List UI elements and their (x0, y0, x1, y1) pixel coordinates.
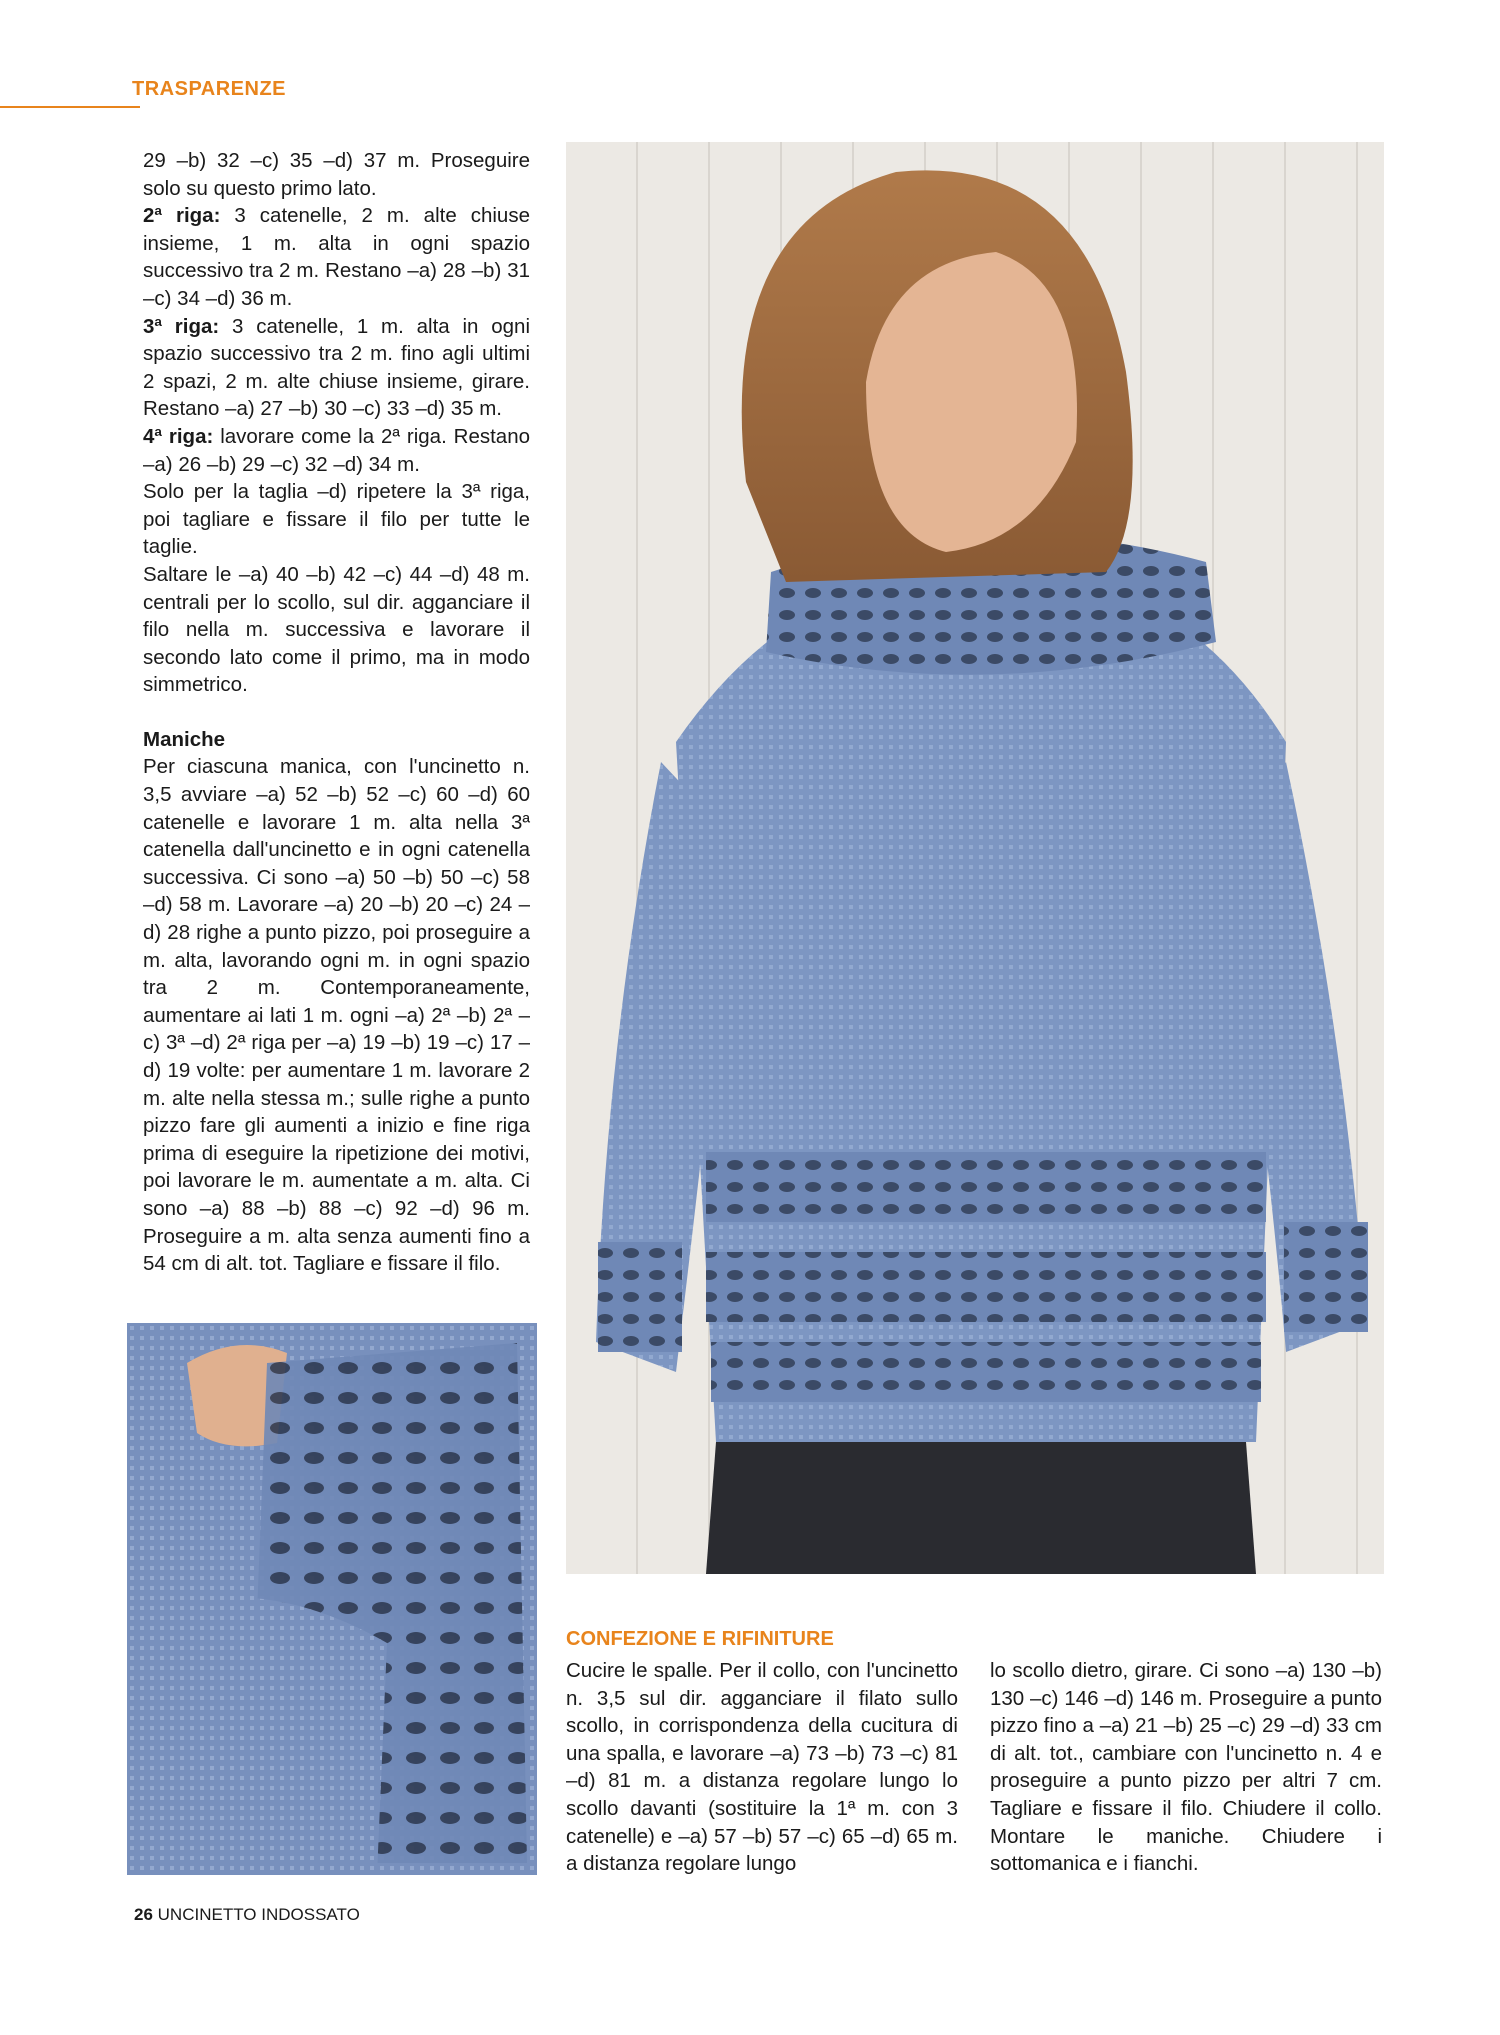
header-rule (0, 106, 140, 108)
sweater-back-photo (566, 142, 1384, 1574)
instructions-column (143, 147, 530, 1278)
row-text: 3 catenelle, 2 m. alte chiuse insieme, 1 m. alta in ogni spazio successivo tra 2 m. Restano –a) 28 –b) 31 –c) 34 –d) 36 m. (143, 204, 530, 310)
instructions-paragraph: Solo per la taglia –d) ripetere la 3ª riga, poi tagliare e fissare il filo per tutte le taglie. (143, 480, 530, 559)
finishing-column-2 (990, 1657, 1382, 1878)
sleeve-detail-photo (127, 1323, 537, 1875)
finishing-text: Cucire le spalle. Per il collo, con l'uncinetto n. 3,5 sul dir. agganciare il filato sullo scollo, in corrispondenza della cucitura di una spalla, e lavorare –a) 73 –b) 73 –c) 81 –d) 81 m. a distanza regolare lungo lo scollo davanti (sostituire la 1ª m. con 3 catenelle) e –a) 57 –b) 57 –c) 65 –d) 65 m. a distanza regolare lungo (566, 1659, 958, 1876)
row-text: lavorare come la 2ª riga. Restano –a) 26 –b) 29 –c) 32 –d) 34 m. (143, 424, 531, 476)
sleeves-heading: Maniche (143, 727, 226, 751)
page-footer (134, 1905, 360, 1925)
row-text: 3 catenelle, 1 m. alta in ogni spazio successivo tra 2 m. fino agli ultimi 2 spazi, 2 m. alte chiuse insieme, girare. Restano –a) 27 –b) 30 –c) 33 –d) 35 m. (143, 314, 531, 421)
sleeves-instructions: Per ciascuna manica, con l'uncinetto n. 3,5 avviare –a) 52 –b) 52 –c) 60 –d) 60 catenelle e lavorare 1 m. alta nella 3ª catenella dall'uncinetto e in ogni catenella successiva. Ci sono –a) 50 –b) 50 –c) 58 –d) 58 m. Lavorare –a) 20 –b) 20 –c) 24 –d) 28 righe a punto pizzo, poi proseguire a m. alta, lavorando ogni m. in ogni spazio tra 2 m. Contemporaneamente, aumentare ai lati 1 m. ogni –a) 2ª –b) 2ª –c) 3ª –d) 2ª riga per –a) 19 –b) 19 –c) 17 –d) 19 volte: per aumentare 1 m. lavorare 2 m. alte nella stessa m.; sulle righe a punto pizzo fare gli aumenti a inizio e fine riga prima di eseguire la ripetizione dei motivi, poi lavorare le m. aumentate a m. alta. Ci sono –a) 88 –b) 88 –c) 92 –d) 96 m. Proseguire a m. alta senza aumenti fino a 54 cm di alt. tot. Tagliare e fissare il filo. (143, 755, 530, 1276)
page-number: 26 (134, 1905, 153, 1924)
row-label: 3ª riga: (143, 314, 220, 338)
instructions-paragraph: 29 –b) 32 –c) 35 –d) 37 m. Proseguire solo su questo primo lato. (143, 149, 530, 200)
finishing-column-1 (566, 1657, 958, 1878)
finishing-text: lo scollo dietro, girare. Ci sono –a) 130 –b) 130 –c) 146 –d) 146 m. Proseguire a punto pizzo fino a –a) 21 –b) 25 –c) 29 –d) 33 cm di alt. tot., cambiare con l'uncinetto n. 4 e proseguire a punto pizzo per altri 7 cm. Tagliare e fissare il filo. Chiudere il collo. Montare le maniche. Chiudere i sottomanica e i fianchi. (990, 1659, 1382, 1876)
finishing-heading: CONFEZIONE E RIFINITURE (566, 1628, 834, 1650)
row-2-instructions (143, 202, 530, 312)
section-tag: TRASPARENZE (132, 78, 287, 100)
row-4-instructions (143, 423, 530, 478)
instructions-paragraph: Saltare le –a) 40 –b) 42 –c) 44 –d) 48 m. centrali per lo scollo, sul dir. agganciare il filo nella m. successiva e lavorare il secondo lato come il primo, ma in modo simmetrico. (143, 562, 530, 697)
magazine-name: UNCINETTO INDOSSATO (157, 1905, 360, 1924)
row-3-instructions (143, 313, 530, 423)
row-label: 4ª riga: (143, 424, 214, 448)
row-label: 2ª riga: (143, 204, 221, 228)
